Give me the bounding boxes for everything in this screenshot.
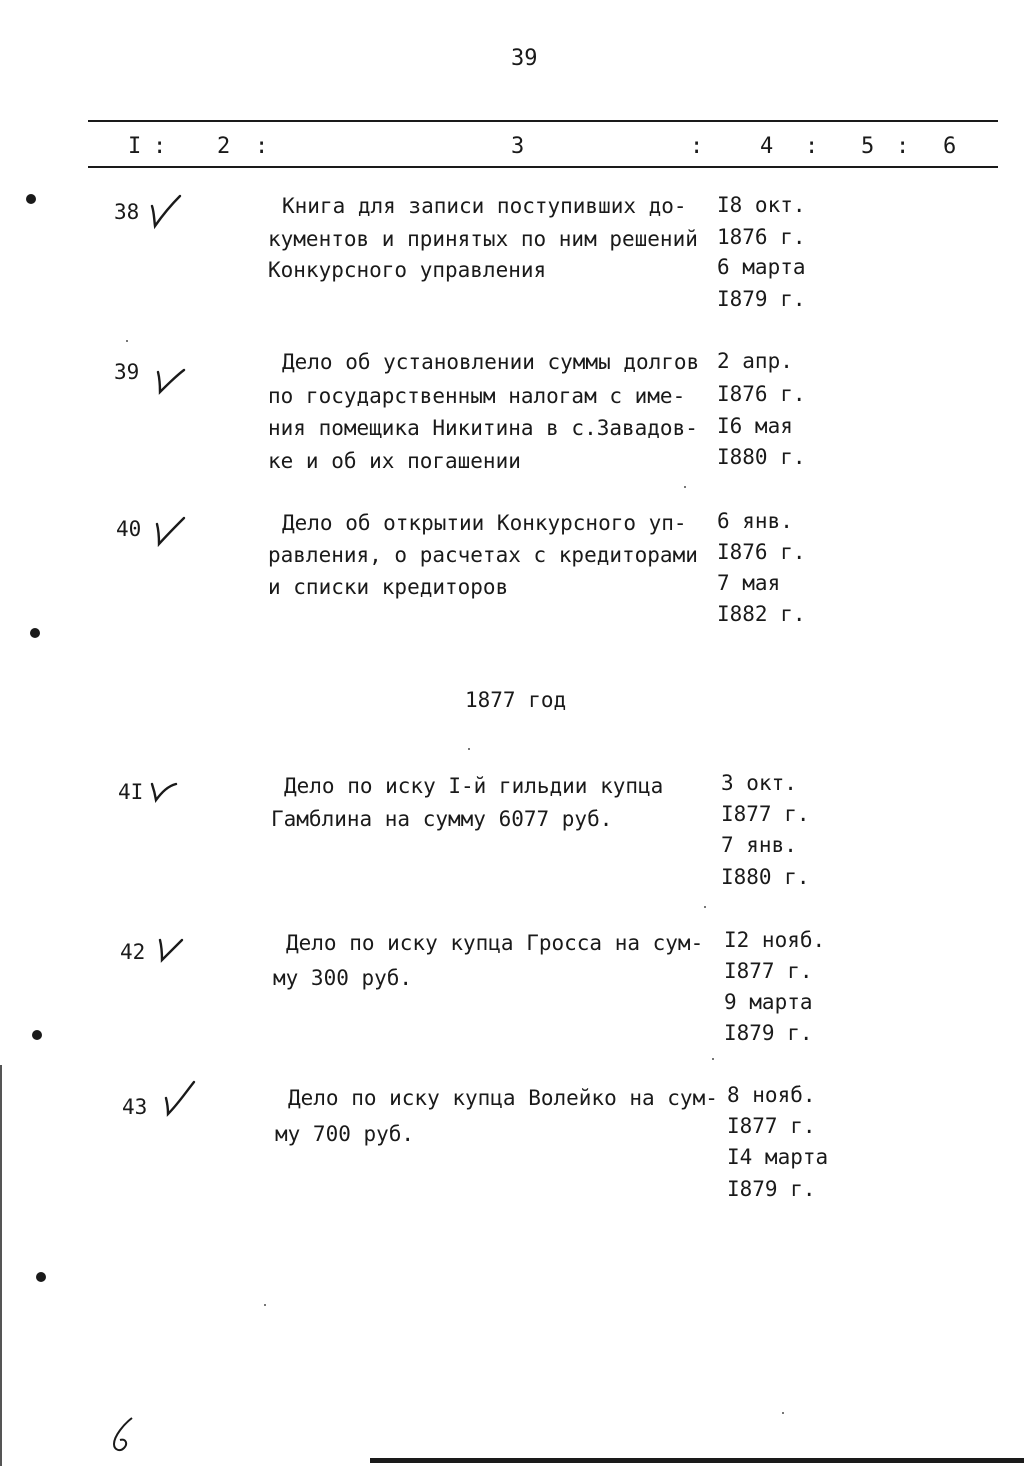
entry-date-line: I879 г. [727, 1177, 816, 1201]
entry-description-line: Дело об открытии Конкурсного уп- [282, 511, 687, 535]
scan-speck [468, 748, 470, 750]
entry-date-line: I2 нояб. [724, 928, 826, 952]
entry-description-line: кументов и принятых по ним решений [268, 227, 698, 251]
column-header-2: 2 [217, 134, 231, 159]
column-header-3: 3 [511, 134, 525, 159]
column-header-4: 4 [760, 134, 774, 159]
entry-description-line: и списки кредиторов [268, 575, 509, 599]
entry-date-line: I876 г. [717, 540, 806, 564]
entry-date-line: 7 мая [717, 571, 781, 595]
entry-description-line: ния помещика Никитина в с.Завадов- [268, 416, 698, 440]
entry-date-line: I879 г. [724, 1021, 813, 1045]
header-rule-top [88, 120, 998, 122]
entry-date-line: I880 г. [717, 445, 806, 469]
left-edge-shadow [0, 1065, 2, 1466]
entry-number: 42 [120, 940, 146, 964]
punch-hole-dot [36, 1272, 46, 1282]
entry-description-line: Дело по иску I-й гильдии купца [284, 774, 664, 798]
entry-description-line: му 300 руб. [273, 966, 413, 990]
entry-description-line: по государственным налогам с име- [268, 384, 686, 408]
entry-description-line: Конкурсного управления [268, 258, 547, 282]
entry-date-line: 1876 г. [717, 225, 806, 249]
column-separator: : [690, 134, 704, 159]
column-separator: : [896, 134, 910, 159]
punch-hole-dot [30, 628, 40, 638]
column-header-5: 5 [861, 134, 875, 159]
entry-date-line: I6 мая [717, 414, 793, 438]
column-separator: : [255, 134, 269, 159]
column-header-1: I [128, 134, 142, 159]
entry-number: 40 [116, 517, 142, 541]
entry-number: 39 [114, 360, 140, 384]
entry-date-line: I8 окт. [717, 193, 806, 217]
entry-date-line: 6 янв. [717, 509, 793, 533]
scan-speck [704, 906, 706, 908]
entry-date-line: 7 янв. [721, 833, 797, 857]
entry-number: 38 [114, 200, 140, 224]
entry-description-line: му 700 руб. [275, 1122, 415, 1146]
handwritten-mark-icon [108, 1414, 148, 1454]
column-separator: : [805, 134, 819, 159]
entry-date-line: 9 марта [724, 990, 813, 1014]
check-mark-icon [154, 930, 194, 970]
column-header-6: 6 [943, 134, 957, 159]
entry-description-line: Дело по иску купца Волейко на сум- [288, 1086, 718, 1110]
page-number: 39 [511, 46, 538, 71]
entry-date-line: 3 окт. [721, 771, 797, 795]
entry-date-line: 8 нояб. [727, 1083, 816, 1107]
scan-speck [684, 486, 686, 488]
check-mark-icon [160, 1078, 200, 1118]
entry-date-line: I882 г. [717, 602, 806, 626]
punch-hole-dot [26, 194, 36, 204]
entry-description-line: равления, о расчетах с кредиторами [268, 543, 698, 567]
check-mark-icon [150, 510, 190, 550]
check-mark-icon [146, 192, 186, 232]
entry-date-line: I877 г. [727, 1114, 816, 1138]
check-mark-icon [150, 360, 190, 400]
year-heading: 1877 год [465, 688, 567, 712]
entry-date-line: I876 г. [717, 382, 806, 406]
entry-date-line: I877 г. [721, 802, 810, 826]
entry-description-line: Книга для записи поступивших до- [282, 194, 687, 218]
punch-hole-dot [32, 1030, 42, 1040]
entry-description-line: Дело об установлении суммы долгов [282, 350, 700, 374]
entry-number: 43 [122, 1095, 148, 1119]
scan-speck [126, 340, 128, 342]
check-mark-icon [146, 776, 186, 816]
entry-number: 4I [118, 780, 144, 804]
entry-date-line: 6 марта [717, 255, 806, 279]
scan-speck [782, 1412, 784, 1414]
scan-speck [264, 1304, 266, 1306]
entry-description-line: Дело по иску купца Гросса на сум- [286, 931, 704, 955]
scan-speck [712, 1058, 714, 1060]
entry-date-line: 2 апр. [717, 349, 793, 373]
column-separator: : [153, 134, 167, 159]
entry-date-line: I877 г. [724, 959, 813, 983]
entry-date-line: I880 г. [721, 865, 810, 889]
bottom-edge-bar [370, 1458, 1024, 1463]
entry-description-line: Гамблина на сумму 6077 руб. [271, 807, 613, 831]
entry-date-line: I879 г. [717, 287, 806, 311]
entry-description-line: ке и об их погашении [268, 449, 521, 473]
entry-date-line: I4 марта [727, 1145, 829, 1169]
header-rule-bottom [88, 166, 998, 168]
